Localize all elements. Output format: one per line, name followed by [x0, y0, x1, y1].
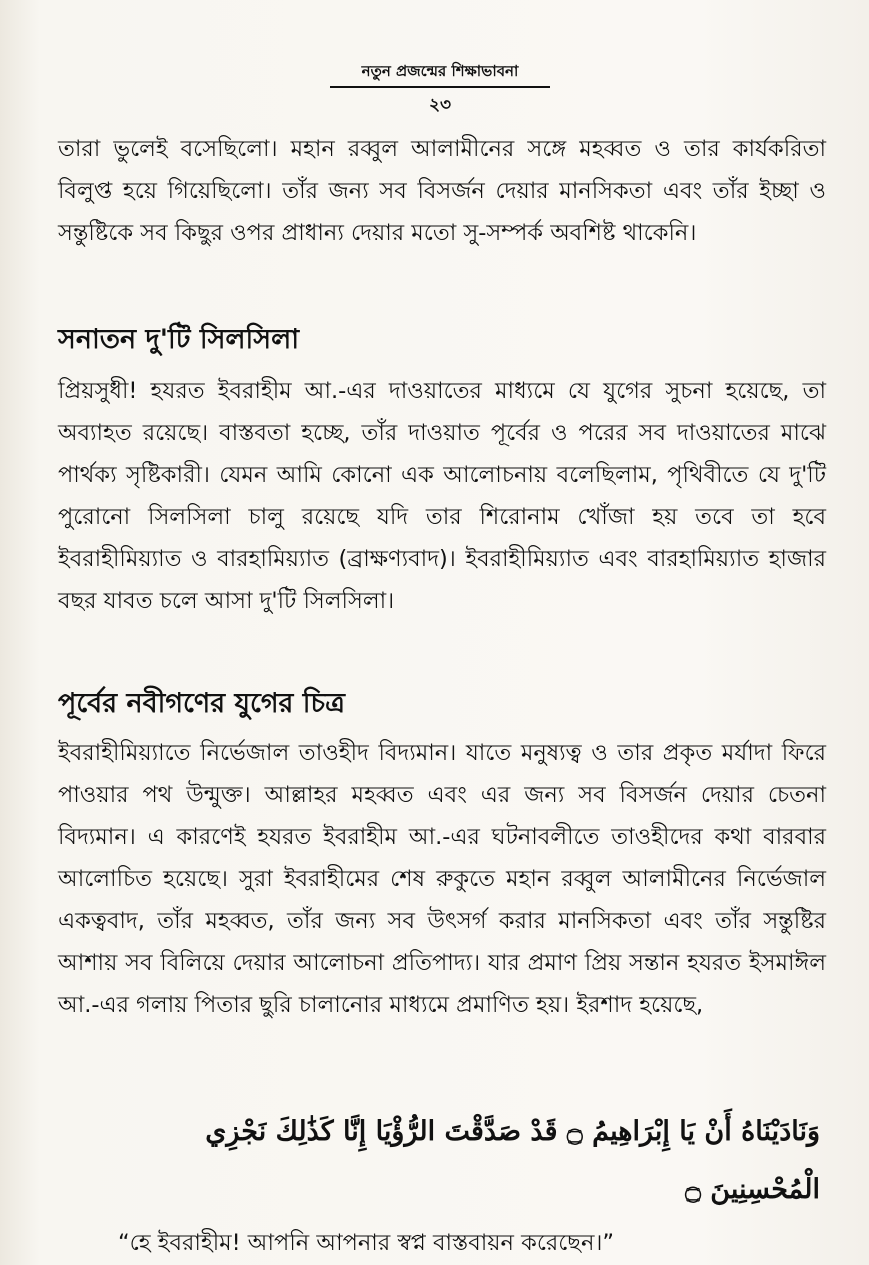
arabic-verse-line-2: الْمُحْسِنِينَ ۝	[685, 1174, 820, 1205]
section-heading-two-lineages: সনাতন দু'টি সিলসিলা	[58, 324, 300, 355]
translation-quote: “হে ইবরাহীম! আপনি আপনার স্বপ্ন বাস্তবায়ন করেছেন।”	[118, 1230, 615, 1256]
header-rule	[330, 86, 550, 88]
paragraph-prophets-era: ইবরাহীমিয়্যাতে নির্ভেজাল তাওহীদ বিদ্যমান। যাতে মনুষ্যত্ব ও তার প্রকৃত মর্যাদা ফিরে পাওয়ার পথ উন্মুক্ত। আল্লাহর মহব্বত এবং এর জন্য সব বিসর্জন দেয়ার চেতনা বিদ্যমান। এ কারণেই হযরত ইবরাহীম আ.-এর ঘটনাবলীতে তাওহীদের কথা বারবার আলোচিত হয়েছে। সুরা ইবরাহীমের শেষ রুকুতে মহান রব্বুল আলামীনের নির্ভেজাল একত্ববাদ, তাঁর মহব্বত, তাঁর জন্য সব উৎসর্গ করার মানসিকতা এবং তাঁর সন্তুষ্টির আশায় সব বিলিয়ে দেয়ার আলোচনা প্রতিপাদ্য। যার প্রমাণ প্রিয় সন্তান হযরত ইসমাঈল আ.-এর গলায় পিতার ছুরি চালানোর মাধ্যমে প্রমাণিত হয়। ইরশাদ হয়েছে,	[58, 740, 826, 1018]
arabic-verse-line-1: وَنَادَيْنَاهُ أَنْ يَا إِبْرَاهِيمُ ۝ قَدْ صَدَّقْتَ الرُّؤْيَا إِنَّا كَذَٰلِكَ نَجْزِي	[205, 1116, 820, 1147]
page-number: ২৩	[428, 95, 452, 115]
paragraph-two-lineages: প্রিয়সুধী! হযরত ইবরাহীম আ.-এর দাওয়াতের মাধ্যমে যে যুগের সুচনা হয়েছে, তা অব্যাহত রয়েছে। বাস্তবতা হচ্ছে, তাঁর দাওয়াত পূর্বের ও পরের সব দাওয়াতের মাঝে পার্থক্য সৃষ্টিকারী। যেমন আমি কোনো এক আলোচনায় বলেছিলাম, পৃথিবীতে যে দু'টি পুরোনো সিলসিলা চালু রয়েছে যদি তার শিরোনাম খোঁজা হয় তবে তা হবে ইবরাহীমিয়্যাত ও বারহামিয়্যাত (ব্রাক্ষণ্যবাদ)। ইবরাহীমিয়্যাত এবং বারহামিয়্যাত হাজার বছর যাবত চলে আসা দু'টি সিলসিলা।	[58, 378, 826, 614]
running-header-title: নতুন প্রজন্মের শিক্ষাভাবনা	[361, 62, 519, 80]
section-heading-prophets-era: পূর্বের নবীগণের যুগের চিত্র	[58, 688, 345, 719]
paragraph-intro: তারা ভুলেই বসেছিলো। মহান রব্বুল আলামীনের সঙ্গে মহব্বত ও তার কার্যকরিতা বিলুপ্ত হয়ে গিয়েছিলো। তাঁর জন্য সব বিসর্জন দেয়ার মানসিকতা এবং তাঁর ইচ্ছা ও সন্তুষ্টিকে সব কিছুর ওপর প্রাধান্য দেয়ার মতো সু-সম্পর্ক অবশিষ্ট থাকেনি।	[58, 136, 826, 246]
